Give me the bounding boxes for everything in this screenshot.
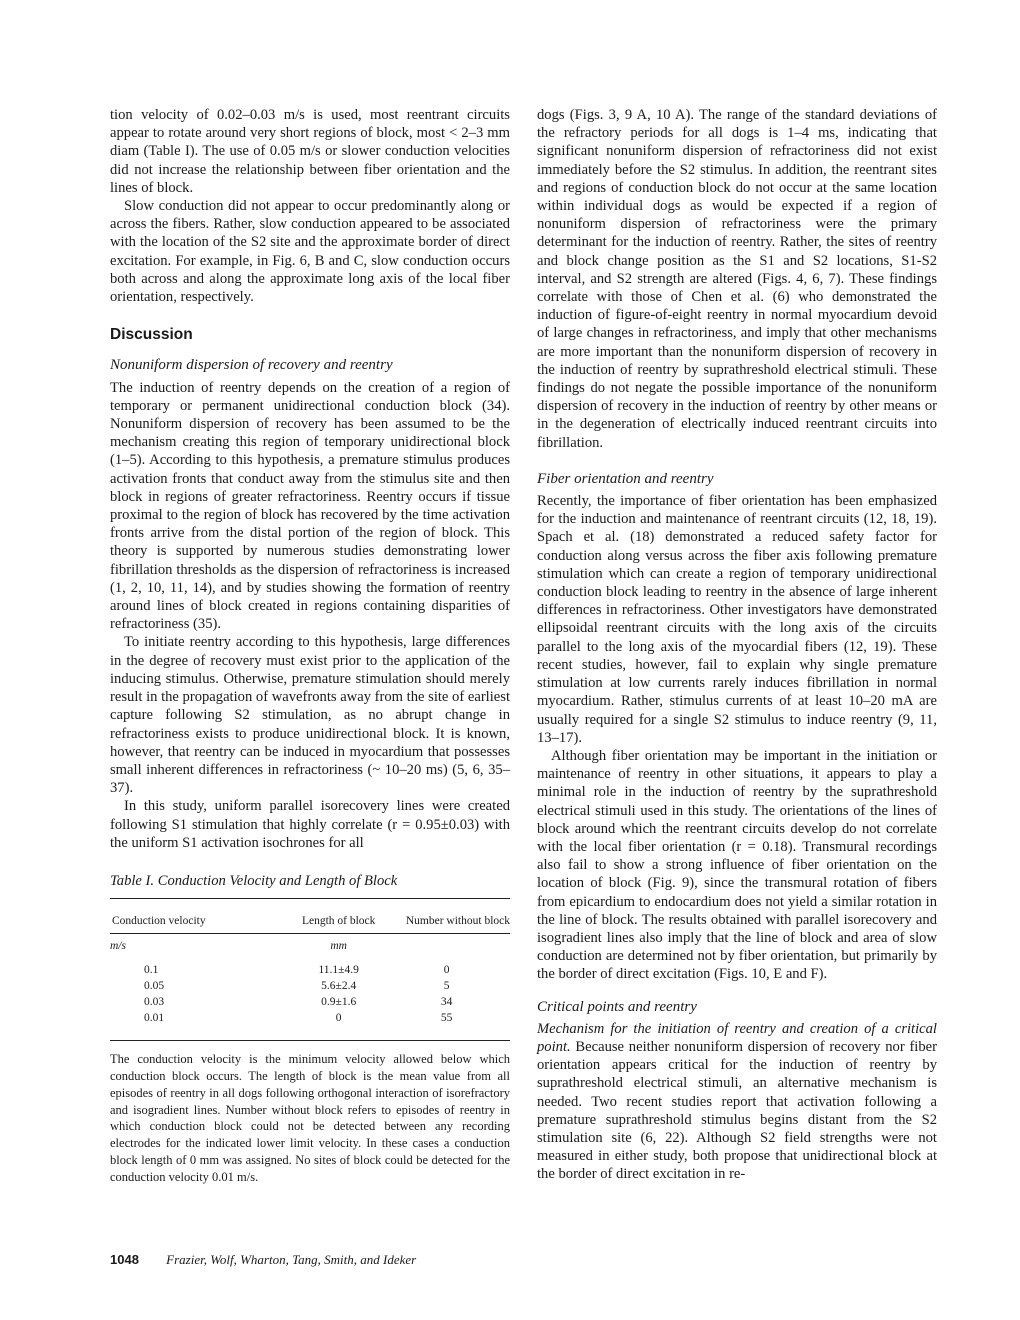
cell-count: 0 xyxy=(443,964,450,977)
cell-count: 55 xyxy=(383,1010,510,1041)
page-footer xyxy=(110,1252,416,1268)
header-length-of-block: Length of block xyxy=(294,899,383,934)
header-number-without-block: Number without block xyxy=(383,899,510,934)
cell-velocity: 0.1 xyxy=(144,964,159,977)
table-caption: Table I. Conduction Velocity and Length of Block xyxy=(110,872,398,889)
table-row xyxy=(110,994,510,1010)
table-row xyxy=(110,978,510,994)
right-paragraph-3: Although fiber orientation may be important in the initiation or maintenance of reentry in other situations, it appears to play a minimal role in the induction of reentry by the suprathreshold electrical stimuli used in this study. The orientations of the lines of block around which the reentrant circuits develop do not correlate with the local fiber orientation (r = 0.18). Transmural recordings also fail to show a strong influence of fiber orientation on the location of block (Fig. 9), since the transmural rotation of fibers from epicardium to endocardium does not yield a similar rotation in the line of block. The results obtained with parallel isorecovery and isogradient lines also imply that the line of block and area of slow conduction are determined not by fiber orientation, but primarily by the border of direct excitation (Figs. 10, E and F). xyxy=(537,747,937,983)
header-conduction-velocity: Conduction velocity xyxy=(110,899,294,934)
running-authors: Frazier, Wolf, Wharton, Tang, Smith, and Ideker xyxy=(166,1252,417,1267)
right-column xyxy=(537,106,937,1184)
section-heading-discussion: Discussion xyxy=(110,326,193,344)
table-header-row xyxy=(110,899,510,934)
cell-length: 0.9±1.6 xyxy=(321,996,357,1009)
body-paragraph-3: In this study, uniform parallel isorecovery lines were created following S1 stimulation that highly correlate (r = 0.95±0.03) with the uniform S1 activation isochrones for all xyxy=(110,798,510,851)
cell-length: 5.6±2.4 xyxy=(321,980,357,993)
unit-length: mm xyxy=(330,940,347,953)
page-number: 1048 xyxy=(110,1252,139,1267)
cell-length: 0 xyxy=(294,1010,383,1041)
cell-velocity: 0.05 xyxy=(144,980,165,993)
cell-velocity: 0.03 xyxy=(144,996,165,1009)
paragraph-lead-in: Mechanism for the initiation of reentry and creation of a critical point. xyxy=(537,1020,937,1055)
paragraph-text: Because neither nonuniform dispersion of recovery nor fiber orientation appears critical for the induction of reentry by suprathreshold electrical stimuli, an alternative mechanism is needed. Two recent studies report that activation following a premature suprathreshold stimulus begins distant from the S2 stimulation site (6, 22). Although S2 field strengths were not measured in either study, both propose that unidirectional block at the border of direct excitation in re- xyxy=(537,1038,937,1183)
cell-length: 11.1±4.9 xyxy=(318,964,359,977)
cell-count: 34 xyxy=(440,996,453,1009)
subheading-nonuniform-dispersion: Nonuniform dispersion of recovery and reentry xyxy=(110,357,393,374)
intro-paragraph-2: Slow conduction did not appear to occur predominantly along or across the fibers. Rather, slow conduction appeared to be associated with the location of the S2 site and the approximate border of direct excitation. For example, in Fig. 6, B and C, slow conduction occurs both across and along the approximate long axis of the local fiber orientation, respectively. xyxy=(110,198,510,306)
body-paragraph-1: The induction of reentry depends on the creation of a region of temporary or permanent unidirectional conduction block (34). Nonuniform dispersion of recovery has been assumed to be the mechanism creating this region of temporary unidirectional block (1–5). According to this hypothesis, a premature stimulus produces activation fronts that conduct away from the stimulus site and then block in regions of greater refractoriness. Reentry occurs if tissue proximal to the region of block has recovered by the time activation fronts arrive from the distal portion of the region of block. This theory is supported by numerous studies demonstrating lower fibrillation thresholds as the dispersion of refractoriness is increased (1, 2, 10, 11, 14), and by studies showing the formation of reentry around lines of block created in regions containing disparities of refractoriness (35). xyxy=(110,379,510,633)
body-paragraph-2: To initiate reentry according to this hypothesis, large differences in the degree of recovery must exist prior to the application of the inducing stimulus. Otherwise, premature stimulation should merely result in the propagation of wavefronts away from the site of earliest capture following S2 stimulation, as no abrupt change in refractoriness exists to produce unidirectional block. It is known, however, that reentry can be induced in myocardium that possesses small inherent differences in refractoriness (~ 10–20 ms) (5, 6, 35–37). xyxy=(110,634,510,797)
table-units-row xyxy=(110,934,510,963)
left-column xyxy=(110,106,510,1186)
right-paragraph-4 xyxy=(537,1020,937,1184)
subheading-critical-points: Critical points and reentry xyxy=(537,998,697,1015)
intro-paragraph-1: tion velocity of 0.02–0.03 m/s is used, most reentrant circuits appear to rotate around very short regions of block, most < 2–3 mm diam (Table I). The use of 0.05 m/s or slower conduction velocities did not increase the relationship between fiber orientation and the lines of block. xyxy=(110,107,510,196)
right-paragraph-2: Recently, the importance of fiber orientation has been emphasized for the induction and maintenance of reentrant circuits (12, 18, 19). Spach et al. (18) demonstrated a reduced safety factor for conduction along versus across the fiber axis following premature stimulation which can create a region of temporary unidirectional conduction block leading to reentry in the absence of large inherent differences in refractoriness. Other investigators have demonstrated ellipsoidal reentrant circuits with the long axis of the circuits parallel to the long axis of the myocardial fibers (12, 19). These recent studies, however, fail to explain why single premature stimulation at low currents rarely induces fibrillation in normal myocardium. Rather, stimulus currents of at least 10–20 mA are usually required for a single S2 stimulus to induce reentry (9, 11, 13–17). xyxy=(537,493,937,746)
conduction-velocity-table xyxy=(110,898,510,1041)
table-footnote: The conduction velocity is the minimum velocity allowed below which conduction block occurs. The length of block is the mean value from all episodes of reentry in all dogs following orthogonal interaction of isorefractory and isogradient lines. Number without block refers to episodes of reentry in which conduction block could not be detected between any recording electrodes for the indicated lower limit velocity. In these cases a conduction block length of 0 mm was assigned. No sites of block could be detected for the conduction velocity 0.01 m/s. xyxy=(110,1052,510,1184)
cell-velocity: 0.01 xyxy=(110,1010,294,1041)
subheading-fiber-orientation: Fiber orientation and reentry xyxy=(537,470,714,487)
table-row xyxy=(110,1010,510,1041)
right-paragraph-1: dogs (Figs. 3, 9 A, 10 A). The range of the standard deviations of the refractory periods for all dogs is 1–4 ms, indicating that significant nonuniform dispersion of refractoriness did not exist immediately before the S2 stimulus. In addition, the reentrant sites and regions of conduction block do not occur at the same location within individual dogs as would be expected if a region of nonuniform dispersion of refractoriness were the primary determinant for the induction of reentry. Rather, the sites of reentry and block change position as the S1 and S2 locations, S1-S2 interval, and S2 strength are altered (Figs. 4, 6, 7). These findings correlate with those of Chen et al. (6) who demonstrated the induction of figure-of-eight reentry in normal myocardium devoid of large changes in refractoriness, and imply that other mechanisms are more important than the nonuniform dispersion of recovery in the induction of reentry by suprathreshold electrical stimuli. These findings do not negate the possible importance of the nonuniform dispersion of recovery in the induction of reentry by other means or in the degeneration of electrically induced reentrant circuits into fibrillation. xyxy=(537,107,937,451)
unit-count xyxy=(383,934,510,963)
unit-velocity: m/s xyxy=(110,940,126,953)
table-row xyxy=(110,962,510,978)
cell-count: 5 xyxy=(443,980,450,993)
